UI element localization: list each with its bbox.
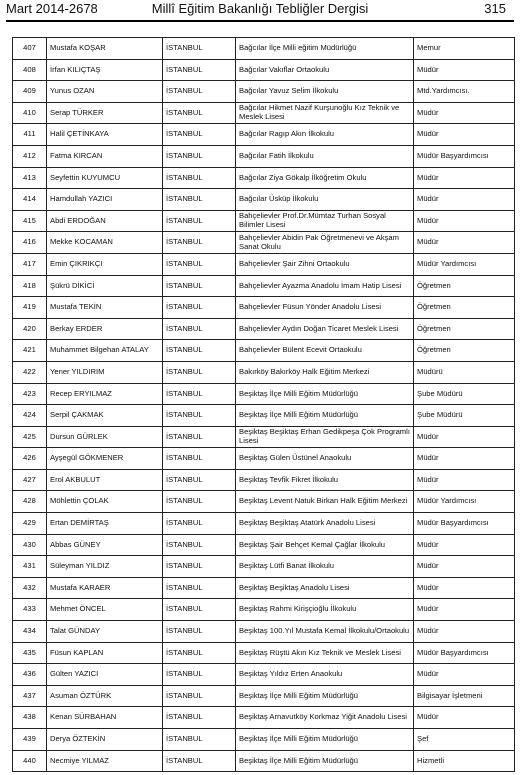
- institution-cell: Beşiktaş İlçe Milli Eğitim Müdürlüğü: [236, 685, 414, 707]
- name-cell: Ertan DEMİRTAŞ: [47, 513, 163, 535]
- row-number-cell: 424: [13, 405, 47, 427]
- name-cell: Gülten YAZICI: [47, 664, 163, 686]
- position-cell: Müdür Başyardımcısı: [414, 513, 515, 535]
- city-cell: İSTANBUL: [163, 750, 236, 772]
- table-row: [13, 253, 515, 275]
- position-cell: Müdür: [414, 621, 515, 643]
- city-cell: İSTANBUL: [163, 145, 236, 167]
- row-number-cell: 425: [13, 426, 47, 448]
- row-number-cell: 439: [13, 729, 47, 751]
- row-number-cell: 407: [13, 38, 47, 60]
- table-row: [13, 405, 515, 427]
- table-row: [13, 426, 515, 448]
- table-row: [13, 491, 515, 513]
- city-cell: İSTANBUL: [163, 426, 236, 448]
- header-rule: [6, 20, 514, 22]
- institution-cell: Bahçelievler Abidin Pak Öğretmenevi ve Akşam Sanat Okulu: [236, 232, 414, 254]
- appointment-table: [12, 37, 515, 772]
- table-row: [13, 469, 515, 491]
- position-cell: Şef: [414, 729, 515, 751]
- position-cell: Öğretmen: [414, 275, 515, 297]
- table-row: [13, 383, 515, 405]
- table-row: [13, 167, 515, 189]
- row-number-cell: 414: [13, 189, 47, 211]
- row-number-cell: 418: [13, 275, 47, 297]
- position-cell: Şube Müdürü: [414, 405, 515, 427]
- position-cell: Müdür: [414, 59, 515, 81]
- name-cell: Mustafa TEKİN: [47, 297, 163, 319]
- name-cell: Mekke KOCAMAN: [47, 232, 163, 254]
- table-row: [13, 448, 515, 470]
- institution-cell: Bakırköy Bakırköy Halk Eğitim Merkezi: [236, 361, 414, 383]
- table-row: [13, 707, 515, 729]
- city-cell: İSTANBUL: [163, 556, 236, 578]
- city-cell: İSTANBUL: [163, 448, 236, 470]
- city-cell: İSTANBUL: [163, 38, 236, 60]
- row-number-cell: 433: [13, 599, 47, 621]
- institution-cell: Bağcılar Ziya Gökalp İlköğretim Okulu: [236, 167, 414, 189]
- table-row: [13, 729, 515, 751]
- city-cell: İSTANBUL: [163, 297, 236, 319]
- city-cell: İSTANBUL: [163, 685, 236, 707]
- institution-cell: Bahçelievler Bülent Ecevit Ortaokulu: [236, 340, 414, 362]
- name-cell: Mehmet ÖNCEL: [47, 599, 163, 621]
- institution-cell: Beşiktaş Gülen Üstünel Anaokulu: [236, 448, 414, 470]
- table-row: [13, 189, 515, 211]
- institution-cell: Beşiktaş İlçe Milli Eğitim Müdürlüğü: [236, 405, 414, 427]
- name-cell: Mustafa KOŞAR: [47, 38, 163, 60]
- table-row: [13, 685, 515, 707]
- table-row: [13, 318, 515, 340]
- name-cell: Emin ÇIKRIKÇI: [47, 253, 163, 275]
- table-row: [13, 297, 515, 319]
- journal-title: Millî Eğitim Bakanlığı Tebliğler Dergisi: [151, 1, 369, 16]
- row-number-cell: 426: [13, 448, 47, 470]
- city-cell: İSTANBUL: [163, 664, 236, 686]
- institution-cell: Bahçelievler Aydın Doğan Ticaret Meslek Lisesi: [236, 318, 414, 340]
- row-number-cell: 438: [13, 707, 47, 729]
- row-number-cell: 429: [13, 513, 47, 535]
- table-row: [13, 513, 515, 535]
- table-row: [13, 340, 515, 362]
- institution-cell: Bahçelievler Füsun Yönder Anadolu Lisesi: [236, 297, 414, 319]
- name-cell: Berkay ERDER: [47, 318, 163, 340]
- table-row: [13, 210, 515, 232]
- table-row: [13, 275, 515, 297]
- row-number-cell: 411: [13, 124, 47, 146]
- institution-cell: Bahçelievler Şair Zihni Ortaokulu: [236, 253, 414, 275]
- table-row: [13, 145, 515, 167]
- city-cell: İSTANBUL: [163, 81, 236, 103]
- position-cell: Müdür: [414, 102, 515, 124]
- city-cell: İSTANBUL: [163, 405, 236, 427]
- institution-cell: Beşiktaş Beşiktaş Atatürk Anadolu Lisesi: [236, 513, 414, 535]
- city-cell: İSTANBUL: [163, 340, 236, 362]
- name-cell: Serpil ÇAKMAK: [47, 405, 163, 427]
- name-cell: Erol AKBULUT: [47, 469, 163, 491]
- city-cell: İSTANBUL: [163, 361, 236, 383]
- row-number-cell: 436: [13, 664, 47, 686]
- institution-cell: Beşiktaş Şair Behçet Kemal Çağlar İlkokulu: [236, 534, 414, 556]
- position-cell: Müdür: [414, 210, 515, 232]
- city-cell: İSTANBUL: [163, 621, 236, 643]
- row-number-cell: 417: [13, 253, 47, 275]
- position-cell: Memur: [414, 38, 515, 60]
- name-cell: Dursun GÜRLEK: [47, 426, 163, 448]
- city-cell: İSTANBUL: [163, 124, 236, 146]
- institution-cell: Bağcılar Hikmet Nazif Kurşunoğlu Kız Teknik ve Meslek Lisesi: [236, 102, 414, 124]
- table-row: [13, 232, 515, 254]
- city-cell: İSTANBUL: [163, 210, 236, 232]
- city-cell: İSTANBUL: [163, 599, 236, 621]
- city-cell: İSTANBUL: [163, 513, 236, 535]
- name-cell: Mustafa KARAER: [47, 577, 163, 599]
- name-cell: Abbas GÜNEY: [47, 534, 163, 556]
- row-number-cell: 416: [13, 232, 47, 254]
- institution-cell: Beşiktaş Lütfi Banat İlkokulu: [236, 556, 414, 578]
- position-cell: Öğretmen: [414, 340, 515, 362]
- name-cell: Recep ERYILMAZ: [47, 383, 163, 405]
- city-cell: İSTANBUL: [163, 707, 236, 729]
- table-row: [13, 81, 515, 103]
- position-cell: Müdür Yardımcısı: [414, 253, 515, 275]
- position-cell: Müdür Başyardımcısı: [414, 145, 515, 167]
- name-cell: Talat GÜNDAY: [47, 621, 163, 643]
- institution-cell: Bahçelievler Ayazma Anadolu İmam Hatip Lisesi: [236, 275, 414, 297]
- city-cell: İSTANBUL: [163, 59, 236, 81]
- row-number-cell: 408: [13, 59, 47, 81]
- position-cell: Müdür: [414, 426, 515, 448]
- institution-cell: Beşiktaş Beşiktaş Erhan Gedikpeşa Çok Programlı Lisesi: [236, 426, 414, 448]
- row-number-cell: 435: [13, 642, 47, 664]
- table-row: [13, 577, 515, 599]
- row-number-cell: 413: [13, 167, 47, 189]
- name-cell: Yener YILDIRIM: [47, 361, 163, 383]
- row-number-cell: 422: [13, 361, 47, 383]
- city-cell: İSTANBUL: [163, 102, 236, 124]
- name-cell: Süleyman YILDIZ: [47, 556, 163, 578]
- table-row: [13, 361, 515, 383]
- city-cell: İSTANBUL: [163, 729, 236, 751]
- row-number-cell: 431: [13, 556, 47, 578]
- institution-cell: Bahçelievler Prof.Dr.Mümtaz Turhan Sosyal Bilimler Lisesi: [236, 210, 414, 232]
- name-cell: Seyfettin KUYUMCU: [47, 167, 163, 189]
- name-cell: Abdi ERDOĞAN: [47, 210, 163, 232]
- institution-cell: Bağcılar Ragıp Akın İlkokulu: [236, 124, 414, 146]
- row-number-cell: 415: [13, 210, 47, 232]
- name-cell: Yunus OZAN: [47, 81, 163, 103]
- position-cell: Müdür Yardımcısı: [414, 491, 515, 513]
- name-cell: Şükrü DİKİCİ: [47, 275, 163, 297]
- name-cell: Möhlettin ÇOLAK: [47, 491, 163, 513]
- name-cell: Kenan SÜRBAHAN: [47, 707, 163, 729]
- city-cell: İSTANBUL: [163, 469, 236, 491]
- position-cell: Müdür: [414, 189, 515, 211]
- position-cell: Müdür: [414, 448, 515, 470]
- institution-cell: Beşiktaş İlçe Milli Eğitim Müdürlüğü: [236, 383, 414, 405]
- table-row: [13, 621, 515, 643]
- institution-cell: Beşiktaş Tevfik Fikret İlkokulu: [236, 469, 414, 491]
- position-cell: Şube Müdürü: [414, 383, 515, 405]
- institution-cell: Beşiktaş İlçe Milli Eğitim Müdürlüğü: [236, 729, 414, 751]
- institution-cell: Beşiktaş Rahmi Kirişçioğlu İlkokulu: [236, 599, 414, 621]
- position-cell: Müdür: [414, 664, 515, 686]
- table-row: [13, 664, 515, 686]
- institution-cell: Beşiktaş İlçe Milli Eğitim Müdürlüğü: [236, 750, 414, 772]
- city-cell: İSTANBUL: [163, 642, 236, 664]
- row-number-cell: 419: [13, 297, 47, 319]
- institution-cell: Beşiktaş Yıldız Erten Anaokulu: [236, 664, 414, 686]
- institution-cell: Bağcılar Fatih İlkokulu: [236, 145, 414, 167]
- position-cell: Mtd.Yardımcısı.: [414, 81, 515, 103]
- position-cell: Öğretmen: [414, 297, 515, 319]
- institution-cell: Beşiktaş Levent Natuk Birkan Halk Eğitim Merkezi: [236, 491, 414, 513]
- institution-cell: Beşiktaş Arnavutköy Korkmaz Yiğit Anadolu Lisesi: [236, 707, 414, 729]
- position-cell: Müdür: [414, 599, 515, 621]
- city-cell: İSTANBUL: [163, 491, 236, 513]
- row-number-cell: 430: [13, 534, 47, 556]
- table-row: [13, 102, 515, 124]
- name-cell: Ayşegül GÖKMENER: [47, 448, 163, 470]
- position-cell: Müdür: [414, 556, 515, 578]
- table-row: [13, 750, 515, 772]
- table-row: [13, 534, 515, 556]
- name-cell: Derya ÖZTEKİN: [47, 729, 163, 751]
- city-cell: İSTANBUL: [163, 534, 236, 556]
- issue-label: Mart 2014-2678: [6, 1, 98, 16]
- table-row: [13, 38, 515, 60]
- city-cell: İSTANBUL: [163, 577, 236, 599]
- row-number-cell: 420: [13, 318, 47, 340]
- row-number-cell: 427: [13, 469, 47, 491]
- position-cell: Hizmetli: [414, 750, 515, 772]
- position-cell: Öğretmen: [414, 318, 515, 340]
- table-row: [13, 124, 515, 146]
- institution-cell: Beşiktaş 100.Yıl Mustafa Kemal İlkokulu/Ortaokulu: [236, 621, 414, 643]
- name-cell: Halil ÇETİNKAYA: [47, 124, 163, 146]
- institution-cell: Bağcılar Yavuz Selim İlkokulu: [236, 81, 414, 103]
- city-cell: İSTANBUL: [163, 253, 236, 275]
- position-cell: Müdürü: [414, 361, 515, 383]
- city-cell: İSTANBUL: [163, 232, 236, 254]
- table-row: [13, 599, 515, 621]
- row-number-cell: 410: [13, 102, 47, 124]
- row-number-cell: 432: [13, 577, 47, 599]
- institution-cell: Bağcılar İlçe Milli eğitim Müdürlüğü: [236, 38, 414, 60]
- table-row: [13, 556, 515, 578]
- position-cell: Müdür: [414, 469, 515, 491]
- name-cell: Asuman ÖZTÜRK: [47, 685, 163, 707]
- row-number-cell: 440: [13, 750, 47, 772]
- row-number-cell: 412: [13, 145, 47, 167]
- position-cell: Bilgisayar İşletmeni: [414, 685, 515, 707]
- name-cell: Necmiye YILMAZ: [47, 750, 163, 772]
- row-number-cell: 434: [13, 621, 47, 643]
- name-cell: Serap TÜRKER: [47, 102, 163, 124]
- institution-cell: Bağcılar Vakıflar Ortaokulu: [236, 59, 414, 81]
- table-row: [13, 642, 515, 664]
- name-cell: Muhammet Bilgehan ATALAY: [47, 340, 163, 362]
- page-number: 315: [484, 1, 506, 16]
- position-cell: Müdür Başyardımcısı: [414, 642, 515, 664]
- row-number-cell: 409: [13, 81, 47, 103]
- institution-cell: Beşiktaş Beşiktaş Anadolu Lisesi: [236, 577, 414, 599]
- city-cell: İSTANBUL: [163, 383, 236, 405]
- position-cell: Müdür: [414, 167, 515, 189]
- name-cell: İrfan KILIÇTAŞ: [47, 59, 163, 81]
- city-cell: İSTANBUL: [163, 167, 236, 189]
- city-cell: İSTANBUL: [163, 318, 236, 340]
- table-row: [13, 59, 515, 81]
- position-cell: Müdür: [414, 707, 515, 729]
- name-cell: Fatma KIRCAN: [47, 145, 163, 167]
- position-cell: Müdür: [414, 124, 515, 146]
- institution-cell: Bağcılar Üsküp İlkokulu: [236, 189, 414, 211]
- row-number-cell: 437: [13, 685, 47, 707]
- page-header: [0, 0, 520, 22]
- row-number-cell: 428: [13, 491, 47, 513]
- institution-cell: Beşiktaş Rüştü Akın Kız Teknik ve Meslek Lisesi: [236, 642, 414, 664]
- name-cell: Füsun KAPLAN: [47, 642, 163, 664]
- position-cell: Müdür: [414, 534, 515, 556]
- name-cell: Hamdullah YAZICI: [47, 189, 163, 211]
- city-cell: İSTANBUL: [163, 189, 236, 211]
- city-cell: İSTANBUL: [163, 275, 236, 297]
- position-cell: Müdür: [414, 232, 515, 254]
- row-number-cell: 423: [13, 383, 47, 405]
- row-number-cell: 421: [13, 340, 47, 362]
- position-cell: Müdür: [414, 577, 515, 599]
